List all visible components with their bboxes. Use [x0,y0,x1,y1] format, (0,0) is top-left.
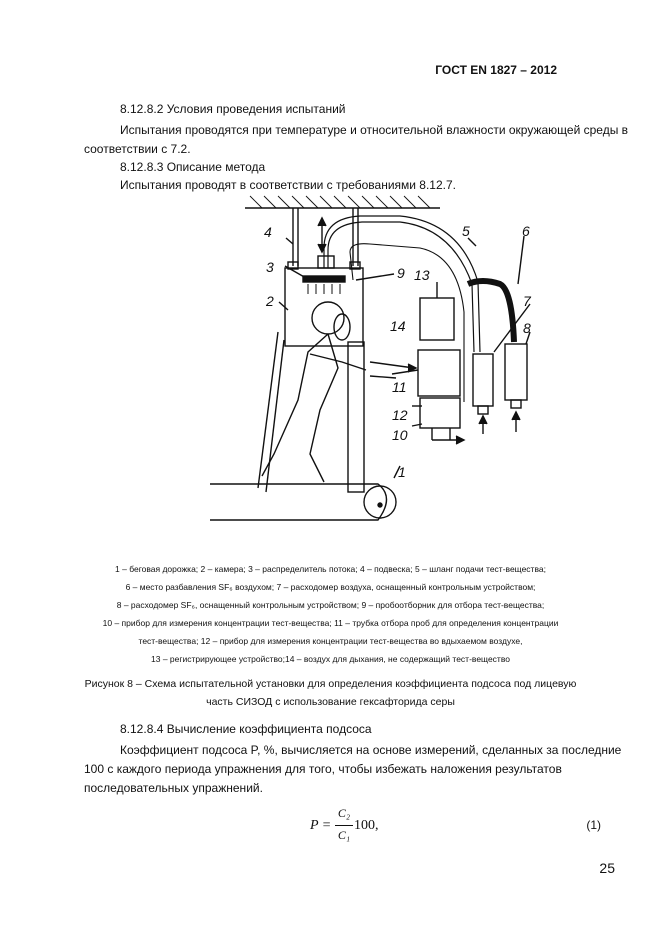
formula-number: (1) [586,818,601,832]
test-setup-schematic [200,192,560,535]
section-title-8-12-8-2: 8.12.8.2 Условия проведения испытаний [120,102,346,116]
figure-label: 12 [392,407,408,423]
paragraph-line: последовательных упражнений. [84,781,263,795]
subject-leg-front [310,334,338,482]
legend-line: 13 – регистрирующее устройство;14 – воздух для дыхания, не содержащий тест-вещество [151,654,510,664]
figure-label: 2 [266,293,274,309]
subject-leg-back [262,334,328,476]
formula-1 [310,806,400,848]
figure-label: 13 [414,267,430,283]
sf6-dilution-hose [468,281,514,342]
test-subject-head [312,302,344,334]
figure-label: 7 [523,293,531,309]
section-title-8-12-8-4: 8.12.8.4 Вычисление коэффициента подсоса [120,722,372,736]
fraction-bar [335,825,353,826]
paragraph-line: Коэффициент подсоса P, %, вычисляется на основе измерений, сделанных за последние [120,743,622,757]
figure-label: 6 [522,223,530,239]
paragraph-line: соответствии с 7.2. [84,142,191,156]
hose-connector [318,256,334,268]
figure-label: 10 [392,427,408,443]
section-title-8-12-8-3: 8.12.8.3 Описание метода [120,160,266,174]
page-number: 25 [599,860,615,876]
paragraph-method: Испытания проводят в соответствии с требованиями 8.12.7. [120,178,456,192]
paragraph-line: 100 с каждого периода упражнения для того, чтобы избежать наложения результатов [84,762,562,776]
legend-line: 1 – беговая дорожка; 2 – камера; 3 – распределитель потока; 4 – подвеска; 5 – шланг подачи тест-вещества; [115,564,546,574]
legend-line: тест-вещества; 12 – прибор для измерения концентрации тест-вещества во вдыхаемом воздухе, [138,636,523,646]
document-code: ГОСТ EN 1827 – 2012 [435,63,557,77]
figure-label: 11 [392,379,407,395]
figure-label: 3 [266,259,274,275]
treadmill-belt [210,484,387,520]
legend-line: 8 – расходомер SF₆, оснащенный контрольным устройством; 9 – пробоотборник для отбора тест-вещества; [116,600,545,610]
sampling-tube [350,244,464,402]
legend-line: 6 – место разбавления SF₆ воздухом; 7 – расходомер воздуха, оснащенный контрольным устройством; [125,582,536,592]
paragraph-conditions [84,121,629,159]
figure-8-diagram [200,192,560,535]
sf6-flow-meter-base [511,400,521,408]
treadmill-roller [364,486,396,518]
paragraph-calculation [84,741,622,798]
inhaled-air-analyzer [418,350,460,396]
formula-numerator: C₂ [337,806,351,820]
sf6-flow-meter [505,344,527,400]
test-agent-analyzer [420,398,460,428]
figure-caption [0,675,661,711]
figure-label: 9 [397,265,405,281]
flow-distributor [303,276,345,282]
air-flow-meter [473,354,493,406]
paragraph-line: Испытания проводятся при температуре и относительной влажности окружающей среды в [120,123,629,137]
flow-distributor-arrows [308,284,340,294]
figure-label: 8 [523,320,531,336]
air-flow-meter-base [478,406,488,414]
formula-denominator: C₁ [337,828,351,842]
figure-legend [0,560,661,668]
figure-label: 14 [390,318,406,334]
recording-device [420,298,454,340]
ceiling-hatch [250,196,430,208]
formula-factor: 100, [354,818,379,833]
figure-label: 5 [462,223,470,239]
caption-line: Рисунок 8 – Схема испытательной установки для определения коэффициента подсоса под лицевую [84,678,577,690]
caption-line: часть СИЗОД с использование гексафторида серы [206,696,455,708]
sample-tube-line [370,362,414,368]
formula-lhs: P = [310,818,332,833]
figure-label: 1 [398,464,406,480]
figure-label: 4 [264,224,272,240]
legend-line: 10 – прибор для измерения концентрации тест-вещества; 11 – трубка отбора проб для определения концентрации [102,618,559,628]
